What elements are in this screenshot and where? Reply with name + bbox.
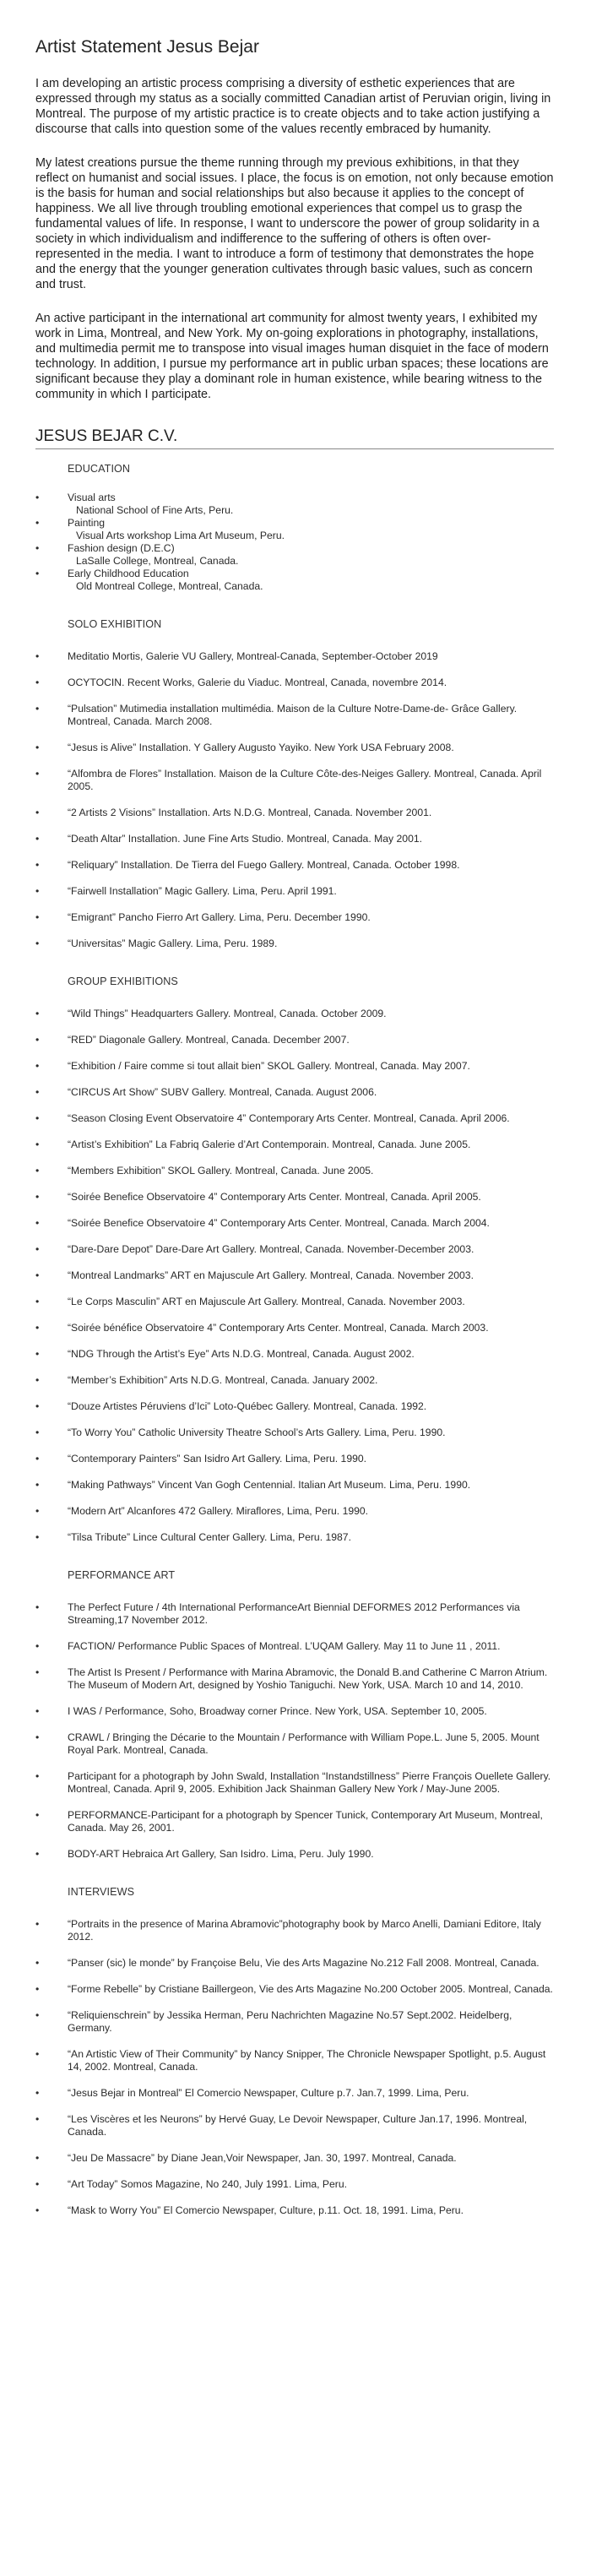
group-exhibition-item-text: “Tilsa Tribute” Lince Cultural Center Gallery. Lima, Peru. 1987. <box>68 1531 351 1543</box>
solo-exhibition-item <box>35 650 554 663</box>
education-heading: EDUCATION <box>68 463 131 475</box>
solo-exhibition-item <box>35 703 554 728</box>
group-exhibition-item-text: “Montreal Landmarks” ART en Majuscule Art Gallery. Montreal, Canada. November 2003. <box>68 1269 474 1281</box>
group-exhibition-item <box>35 1453 554 1465</box>
group-exhibition-item-text: “RED” Diagonale Gallery. Montreal, Canada. December 2007. <box>68 1034 350 1046</box>
education-item <box>35 542 554 568</box>
solo-exhibition-item-text: “Emigrant” Pancho Fierro Art Gallery. Lima, Peru. December 1990. <box>68 911 371 923</box>
group-exhibition-item-text: “Soirée Benefice Observatoire 4” Contemporary Arts Center. Montreal, Canada. March 2004. <box>68 1217 490 1229</box>
bullet-icon: • <box>35 1427 40 1438</box>
solo-exhibition-item-text: “Fairwell Installation” Magic Gallery. Lima, Peru. April 1991. <box>68 885 337 897</box>
solo-exhibition-item-text: “Jesus is Alive” Installation. Y Gallery Augusto Yayiko. New York USA February 2008. <box>68 742 454 753</box>
cv-title: JESUS BEJAR C.V. <box>35 427 554 449</box>
interview-item-text: “Jesus Bejar in Montreal” El Comercio Newspaper, Culture p.7. Jan.7, 1999. Lima, Peru. <box>68 2087 469 2099</box>
solo-exhibition-heading: SOLO EXHIBITION <box>68 618 162 630</box>
bullet-icon: • <box>35 1983 40 1995</box>
group-exhibition-item-text: “Artist’s Exhibition” La Fabriq Galerie d’Art Contemporain. Montreal, Canada. June 2005. <box>68 1139 471 1150</box>
education-title: Fashion design (D.E.C) <box>68 542 175 554</box>
interview-item-text: “Les Viscères et les Neurons” by Hervé Guay, Le Devoir Newspaper, Culture Jan.17, 1996. Montreal, Canada. <box>68 2113 528 2138</box>
solo-exhibition-item-text: “2 Artists 2 Visions” Installation. Arts N.D.G. Montreal, Canada. November 2001. <box>68 807 432 818</box>
interview-item-text: “Art Today” Somos Magazine, No 240, July 1991. Lima, Peru. <box>68 2178 348 2190</box>
interview-item <box>35 2087 554 2100</box>
interview-item-text: “Portraits in the presence of Marina Abramovic”photography book by Marco Anelli, Damiani Editore, Italy 2012. <box>68 1918 541 1943</box>
bullet-icon: • <box>35 1479 40 1491</box>
solo-exhibition-item-text: “Alfombra de Flores” Installation. Maison de la Culture Côte-des-Neiges Gallery. Montreal, Canada. April 2005. <box>68 768 542 792</box>
bullet-icon: • <box>35 677 40 688</box>
bullet-icon: • <box>35 859 40 871</box>
bullet-icon: • <box>35 542 40 554</box>
bullet-icon: • <box>35 1112 40 1124</box>
group-exhibition-item <box>35 1296 554 1308</box>
interview-item <box>35 2152 554 2165</box>
bullet-icon: • <box>35 911 40 923</box>
performance-item-text: The Perfect Future / 4th International PerformanceArt Biennial DEFORMES 2012 Performances via Streaming,17 November 2012. <box>68 1601 520 1626</box>
performance-art-list <box>35 1601 554 1861</box>
group-exhibition-item-text: “Contemporary Painters” San Isidro Art Gallery. Lima, Peru. 1990. <box>68 1453 367 1465</box>
interview-item <box>35 2048 554 2073</box>
education-detail: LaSalle College, Montreal, Canada. <box>76 555 239 567</box>
bullet-icon: • <box>35 1453 40 1465</box>
group-exhibitions-list <box>35 1008 554 1544</box>
page-title: Artist Statement Jesus Bejar <box>35 37 259 57</box>
performance-item <box>35 1666 554 1692</box>
group-exhibition-item-text: “CIRCUS Art Show” SUBV Gallery. Montreal, Canada. August 2006. <box>68 1086 377 1098</box>
interview-item <box>35 1983 554 1996</box>
interview-item-text: “Reliquienschrein” by Jessika Herman, Peru Nachrichten Magazine No.57 Sept.2002. Heidelberg, Germany. <box>68 2009 512 2034</box>
education-item <box>35 492 554 517</box>
group-exhibition-item <box>35 1243 554 1256</box>
education-item <box>35 568 554 593</box>
group-exhibition-item-text: “Wild Things” Headquarters Gallery. Montreal, Canada. October 2009. <box>68 1008 387 1019</box>
interview-item <box>35 2009 554 2035</box>
bullet-icon: • <box>35 2204 40 2216</box>
group-exhibition-item-text: “To Worry You” Catholic University Theatre School’s Arts Gallery. Lima, Peru. 1990. <box>68 1427 446 1438</box>
solo-exhibition-item-text: “Pulsation” Mutimedia installation multimédia. Maison de la Culture Notre-Dame-de- Grâce Gallery. Montreal, Canada. March 2008. <box>68 703 518 727</box>
bullet-icon: • <box>35 1705 40 1717</box>
group-exhibition-item <box>35 1112 554 1125</box>
education-detail: Old Montreal College, Montreal, Canada. <box>76 580 263 592</box>
bullet-icon: • <box>35 2048 40 2060</box>
group-exhibition-item-text: “Le Corps Masculin” ART en Majuscule Art Gallery. Montreal, Canada. November 2003. <box>68 1296 465 1307</box>
solo-exhibition-item <box>35 833 554 845</box>
group-exhibition-item <box>35 1427 554 1439</box>
interview-item-text: “Panser (sic) le monde” by Françoise Belu, Vie des Arts Magazine No.212 Fall 2008. Montreal, Canada. <box>68 1957 539 1969</box>
interview-item-text: “Forme Rebelle” by Cristiane Baillergeon, Vie des Arts Magazine No.200 October 2005. Montreal, Canada. <box>68 1983 553 1995</box>
performance-art-heading: PERFORMANCE ART <box>68 1569 176 1581</box>
group-exhibition-item-text: “Members Exhibition” SKOL Gallery. Montreal, Canada. June 2005. <box>68 1165 374 1177</box>
group-exhibition-item <box>35 1008 554 1020</box>
performance-item <box>35 1848 554 1861</box>
bullet-icon: • <box>35 2152 40 2164</box>
group-exhibition-item-text: “Season Closing Event Observatoire 4” Contemporary Arts Center. Montreal, Canada. April 2006. <box>68 1112 510 1124</box>
bullet-icon: • <box>35 1848 40 1860</box>
bullet-icon: • <box>35 1139 40 1150</box>
group-exhibition-item-text: “NDG Through the Artist’s Eye” Arts N.D.G. Montreal, Canada. August 2002. <box>68 1348 415 1360</box>
interview-item-text: “An Artistic View of Their Community” by Nancy Snipper, The Chronicle Newspaper Spotlight, p.5. August 14, 2002. Montreal, Canada. <box>68 2048 546 2073</box>
group-exhibition-item <box>35 1086 554 1099</box>
bullet-icon: • <box>35 1008 40 1019</box>
group-exhibition-item <box>35 1165 554 1177</box>
education-title: Early Childhood Education <box>68 568 189 579</box>
bullet-icon: • <box>35 1809 40 1821</box>
group-exhibition-item-text: “Soirée Benefice Observatoire 4” Contemporary Arts Center. Montreal, Canada. April 2005. <box>68 1191 481 1203</box>
bullet-icon: • <box>35 492 40 503</box>
bullet-icon: • <box>35 1348 40 1360</box>
performance-item <box>35 1770 554 1796</box>
bullet-icon: • <box>35 1374 40 1386</box>
group-exhibition-item <box>35 1191 554 1204</box>
solo-exhibition-list <box>35 650 554 950</box>
bullet-icon: • <box>35 1086 40 1098</box>
bullet-icon: • <box>35 568 40 579</box>
group-exhibition-item <box>35 1034 554 1046</box>
group-exhibition-item <box>35 1348 554 1361</box>
bullet-icon: • <box>35 1243 40 1255</box>
interview-item <box>35 2204 554 2217</box>
bullet-icon: • <box>35 2113 40 2125</box>
bullet-icon: • <box>35 1165 40 1177</box>
group-exhibition-item-text: “Exhibition / Faire comme si tout allait bien” SKOL Gallery. Montreal, Canada. May 2007. <box>68 1060 470 1072</box>
solo-exhibition-item <box>35 768 554 793</box>
group-exhibition-item <box>35 1505 554 1518</box>
bullet-icon: • <box>35 1191 40 1203</box>
bullet-icon: • <box>35 1269 40 1281</box>
bullet-icon: • <box>35 2087 40 2099</box>
bullet-icon: • <box>35 1400 40 1412</box>
group-exhibition-item <box>35 1269 554 1282</box>
bullet-icon: • <box>35 885 40 897</box>
bullet-icon: • <box>35 1770 40 1782</box>
education-title: Visual arts <box>68 492 116 503</box>
performance-item-text: Participant for a photograph by John Swald, Installation “Instandstillness” Pierre François Ouellete Gallery. Montreal, Canada. April 9, 2005. Exhibition Jack Shainman Gallery New York / May-June 2005. <box>68 1770 551 1795</box>
bullet-icon: • <box>35 1322 40 1334</box>
solo-exhibition-item <box>35 677 554 689</box>
bullet-icon: • <box>35 1034 40 1046</box>
performance-item <box>35 1601 554 1627</box>
interview-item <box>35 1957 554 1970</box>
bullet-icon: • <box>35 1957 40 1969</box>
bullet-icon: • <box>35 1060 40 1072</box>
interview-item-text: “Jeu De Massacre” by Diane Jean,Voir Newspaper, Jan. 30, 1997. Montreal, Canada. <box>68 2152 457 2164</box>
interview-item-text: “Mask to Worry You” El Comercio Newspaper, Culture, p.11. Oct. 18, 1991. Lima, Peru. <box>68 2204 464 2216</box>
performance-item-text: I WAS / Performance, Soho, Broadway corner Prince. New York, USA. September 10, 2005. <box>68 1705 487 1717</box>
solo-exhibition-item-text: “Universitas” Magic Gallery. Lima, Peru. 1989. <box>68 937 278 949</box>
solo-exhibition-item-text: Meditatio Mortis, Galerie VU Gallery, Montreal-Canada, September-October 2019 <box>68 650 438 662</box>
education-detail: National School of Fine Arts, Peru. <box>76 504 234 516</box>
solo-exhibition-item <box>35 937 554 950</box>
bullet-icon: • <box>35 1505 40 1517</box>
education-item <box>35 517 554 542</box>
group-exhibition-item-text: “Modern Art” Alcanfores 472 Gallery. Miraflores, Lima, Peru. 1990. <box>68 1505 369 1517</box>
performance-item-text: BODY-ART Hebraica Art Gallery, San Isidro. Lima, Peru. July 1990. <box>68 1848 374 1860</box>
statement-paragraph-3: An active participant in the international art community for almost twenty years, I exhibited my work in Lima, Montreal, and New York. My on-going explorations in photography, installations, and multimedia permit me to transpose into visual images human disquiet in the face of modern technology. In addition, I pursue my performance art in public urban spaces; these locations are significant because they play a dominant role in human existence, while bearing witness to the community in which I participate. <box>35 312 549 401</box>
performance-item <box>35 1705 554 1718</box>
group-exhibition-item <box>35 1400 554 1413</box>
performance-item <box>35 1731 554 1757</box>
solo-exhibition-item <box>35 742 554 754</box>
interview-item <box>35 2113 554 2139</box>
bullet-icon: • <box>35 807 40 818</box>
performance-item-text: FACTION/ Performance Public Spaces of Montreal. L’UQAM Gallery. May 11 to June 11 , 2011. <box>68 1640 501 1652</box>
bullet-icon: • <box>35 742 40 753</box>
bullet-icon: • <box>35 1296 40 1307</box>
solo-exhibition-item-text: “Reliquary” Installation. De Tierra del Fuego Gallery. Montreal, Canada. October 1998. <box>68 859 460 871</box>
group-exhibition-item <box>35 1060 554 1073</box>
group-exhibition-item <box>35 1531 554 1544</box>
performance-item-text: PERFORMANCE-Participant for a photograph by Spencer Tunick, Contemporary Art Museum, Montreal, Canada. May 26, 2001. <box>68 1809 543 1834</box>
solo-exhibition-item-text: OCYTOCIN. Recent Works, Galerie du Viaduc. Montreal, Canada, novembre 2014. <box>68 677 447 688</box>
solo-exhibition-item <box>35 807 554 819</box>
group-exhibition-item-text: “Making Pathways” Vincent Van Gogh Centennial. Italian Art Museum. Lima, Peru. 1990. <box>68 1479 471 1491</box>
bullet-icon: • <box>35 1217 40 1229</box>
solo-exhibition-item <box>35 859 554 872</box>
group-exhibitions-heading: GROUP EXHIBITIONS <box>68 976 178 987</box>
bullet-icon: • <box>35 1666 40 1678</box>
bullet-icon: • <box>35 2009 40 2021</box>
education-title: Painting <box>68 517 106 529</box>
performance-item <box>35 1809 554 1834</box>
group-exhibition-item-text: “Member’s Exhibition” Arts N.D.G. Montreal, Canada. January 2002. <box>68 1374 378 1386</box>
education-list <box>35 492 554 593</box>
group-exhibition-item <box>35 1139 554 1151</box>
interview-item <box>35 1918 554 1943</box>
education-detail: Visual Arts workshop Lima Art Museum, Peru. <box>76 530 285 541</box>
group-exhibition-item <box>35 1217 554 1230</box>
bullet-icon: • <box>35 768 40 780</box>
bullet-icon: • <box>35 1531 40 1543</box>
statement-paragraph-1: I am developing an artistic process comprising a diversity of esthetic experiences that are expressed through my status as a socially committed Canadian artist of Peruvian origin, living in Montreal. The purpose of my artistic practice is to create objects and to take action justifying a discourse that calls into question some of the values recently embraced by humanity. <box>35 77 551 136</box>
group-exhibition-item <box>35 1479 554 1492</box>
group-exhibition-item <box>35 1374 554 1387</box>
interviews-heading: INTERVIEWS <box>68 1886 135 1898</box>
group-exhibition-item <box>35 1322 554 1334</box>
bullet-icon: • <box>35 2178 40 2190</box>
performance-item-text: The Artist Is Present / Performance with Marina Abramovic, the Donald B.and Catherine C Marron Atrium. The Museum of Modern Art, designed by Yoshio Taniguchi. New York, USA. March 10 and 14, 2010. <box>68 1666 548 1691</box>
performance-item <box>35 1640 554 1653</box>
group-exhibition-item-text: “Soirée bénéfice Observatoire 4” Contemporary Arts Center. Montreal, Canada. March 2003. <box>68 1322 489 1334</box>
bullet-icon: • <box>35 1731 40 1743</box>
solo-exhibition-item-text: “Death Altar” Installation. June Fine Arts Studio. Montreal, Canada. May 2001. <box>68 833 423 845</box>
interview-item <box>35 2178 554 2191</box>
bullet-icon: • <box>35 1918 40 1930</box>
bullet-icon: • <box>35 703 40 715</box>
interviews-list <box>35 1918 554 2217</box>
solo-exhibition-item <box>35 911 554 924</box>
bullet-icon: • <box>35 1640 40 1652</box>
bullet-icon: • <box>35 1601 40 1613</box>
performance-item-text: CRAWL / Bringing the Décarie to the Mountain / Performance with William Pope.L. June 5, 2005. Mount Royal Park. Montreal, Canada. <box>68 1731 539 1756</box>
group-exhibition-item-text: “Dare-Dare Depot” Dare-Dare Art Gallery. Montreal, Canada. November-December 2003. <box>68 1243 474 1255</box>
bullet-icon: • <box>35 650 40 662</box>
statement-paragraph-2: My latest creations pursue the theme running through my previous exhibitions, in that they reflect on humanist and social issues. I place, the focus is on emotion, not only because emotion is the basis for human and social relationships but also because it applies to the concept of happiness. We all live through troubling emotional experiences that compel us to grasp the fundamental values of life. In response, I want to underscore the power of group solidarity in a society in which individualism and indifference to the suffering of others is often over-represented in the media. I want to introduce a form of testimony that demonstrates the hope and the energy that the younger generation cultivates through basic values, such as concern and trust. <box>35 156 554 291</box>
bullet-icon: • <box>35 517 40 529</box>
group-exhibition-item-text: “Douze Artistes Péruviens d’Ici” Loto-Québec Gallery. Montreal, Canada. 1992. <box>68 1400 427 1412</box>
solo-exhibition-item <box>35 885 554 898</box>
bullet-icon: • <box>35 833 40 845</box>
bullet-icon: • <box>35 937 40 949</box>
